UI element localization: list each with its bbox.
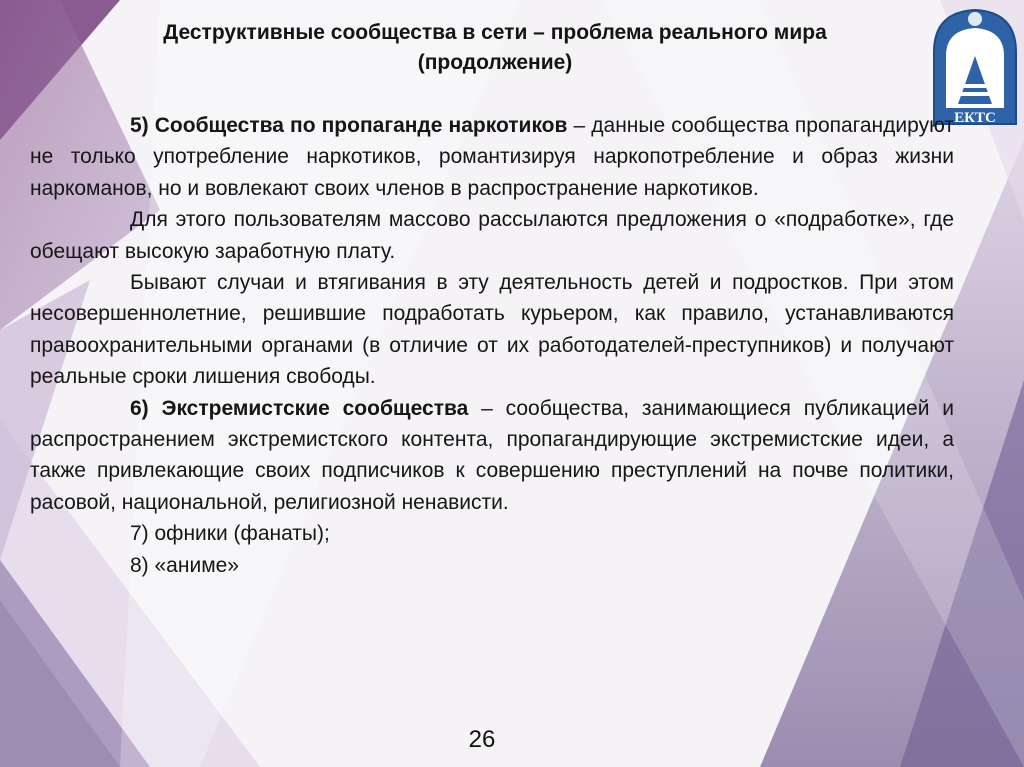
- paragraph-minors: [30, 267, 954, 393]
- slide-title-line1: Деструктивные сообщества в сети – проблема реального мира: [163, 21, 827, 44]
- paragraph-text: – данные сообщества пропагандируют не только употребление наркотиков, романтизируя наркопотребление и образ жизни наркоманов, но и вовлекают своих членов в распространение наркотиков.: [30, 114, 954, 200]
- paragraph-ofniki: [30, 518, 954, 549]
- paragraph-text: Бывают случаи и втягивания в эту деятельность детей и подростков. При этом несовершеннолетние, решившие подработать курьером, как правило, устанавливаются правоохранительными органами (в отличие от их работодателей-преступников) и получают реальные сроки лишения свободы.: [30, 271, 954, 389]
- paragraph-text: – сообщества, занимающиеся публикацией и распространением экстремистского контента, пропагандирующие экстремистские идеи, а также привлекающие своих подписчиков к совершению преступлений на почве политики, расовой, национальной, религиозной ненависти.: [30, 396, 954, 514]
- paragraph-text: 7) офники (фанаты);: [130, 522, 330, 546]
- paragraph-extremist-communities: [30, 393, 954, 519]
- page-number: 26: [468, 726, 496, 753]
- logo-text: ЕКТС: [954, 110, 996, 126]
- paragraph-drug-communities: [30, 110, 954, 204]
- slide-body: [30, 110, 954, 581]
- paragraph-lead: 6) Экстремистские сообщества: [130, 396, 469, 420]
- slide-title-line2: (продолжение): [417, 51, 573, 74]
- paragraph-text: Для этого пользователям массово рассылаются предложения о «подработке», где обещают высокую заработную плату.: [30, 208, 954, 263]
- paragraph-anime: [30, 550, 954, 581]
- paragraph-text: 8) «аниме»: [130, 553, 239, 577]
- slide-title: [60, 18, 930, 78]
- paragraph-lead: 5) Сообщества по пропаганде наркотиков: [130, 114, 568, 137]
- paragraph-job-offers: [30, 204, 954, 267]
